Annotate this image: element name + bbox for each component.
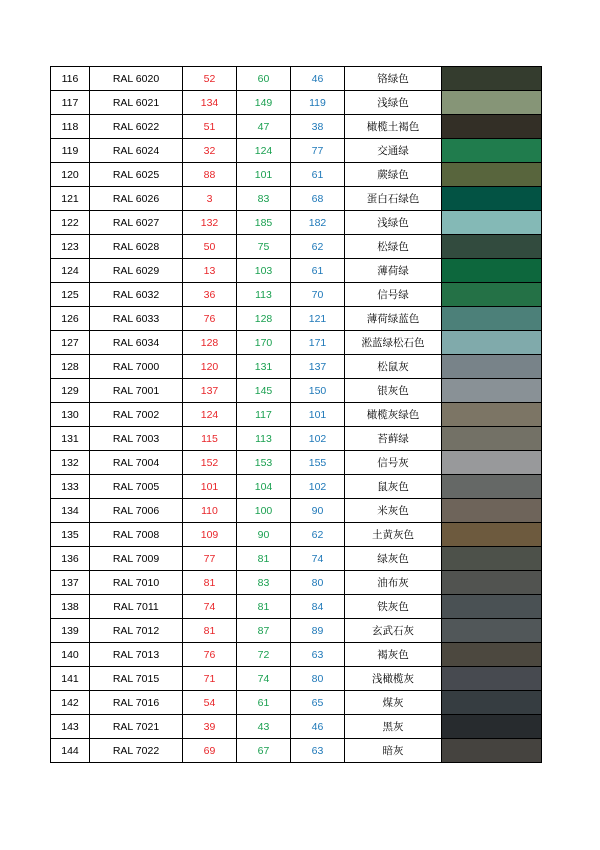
blue-value: 61 (291, 259, 345, 283)
color-swatch (442, 451, 542, 475)
table-row (51, 475, 542, 499)
green-value: 128 (237, 307, 291, 331)
row-index: 131 (51, 427, 90, 451)
green-value: 145 (237, 379, 291, 403)
row-index: 129 (51, 379, 90, 403)
color-name: 黑灰 (345, 715, 442, 739)
row-index: 118 (51, 115, 90, 139)
color-name: 玄武石灰 (345, 619, 442, 643)
red-value: 132 (183, 211, 237, 235)
green-value: 87 (237, 619, 291, 643)
color-name: 铁灰色 (345, 595, 442, 619)
red-value: 76 (183, 643, 237, 667)
table-row (51, 331, 542, 355)
color-swatch (442, 475, 542, 499)
red-value: 137 (183, 379, 237, 403)
blue-value: 62 (291, 235, 345, 259)
blue-value: 84 (291, 595, 345, 619)
ral-code: RAL 7004 (90, 451, 183, 475)
color-name: 橄榄灰绿色 (345, 403, 442, 427)
row-index: 140 (51, 643, 90, 667)
row-index: 136 (51, 547, 90, 571)
color-swatch (442, 211, 542, 235)
color-swatch (442, 595, 542, 619)
ral-code: RAL 6020 (90, 67, 183, 91)
blue-value: 102 (291, 475, 345, 499)
table-row (51, 307, 542, 331)
row-index: 133 (51, 475, 90, 499)
row-index: 130 (51, 403, 90, 427)
blue-value: 70 (291, 283, 345, 307)
color-name: 暗灰 (345, 739, 442, 763)
green-value: 101 (237, 163, 291, 187)
color-swatch (442, 739, 542, 763)
color-name: 橄榄土褐色 (345, 115, 442, 139)
color-swatch (442, 259, 542, 283)
color-swatch (442, 691, 542, 715)
color-swatch (442, 499, 542, 523)
ral-code: RAL 6028 (90, 235, 183, 259)
table-row (51, 739, 542, 763)
red-value: 69 (183, 739, 237, 763)
color-swatch (442, 355, 542, 379)
green-value: 124 (237, 139, 291, 163)
red-value: 71 (183, 667, 237, 691)
color-swatch (442, 187, 542, 211)
color-swatch (442, 67, 542, 91)
color-name: 米灰色 (345, 499, 442, 523)
green-value: 170 (237, 331, 291, 355)
row-index: 121 (51, 187, 90, 211)
green-value: 83 (237, 571, 291, 595)
blue-value: 90 (291, 499, 345, 523)
table-row (51, 235, 542, 259)
blue-value: 46 (291, 67, 345, 91)
row-index: 143 (51, 715, 90, 739)
row-index: 144 (51, 739, 90, 763)
color-name: 松绿色 (345, 235, 442, 259)
color-name: 铬绿色 (345, 67, 442, 91)
green-value: 113 (237, 283, 291, 307)
color-name: 油布灰 (345, 571, 442, 595)
color-name: 交通绿 (345, 139, 442, 163)
color-swatch (442, 307, 542, 331)
green-value: 83 (237, 187, 291, 211)
row-index: 132 (51, 451, 90, 475)
green-value: 131 (237, 355, 291, 379)
color-name: 松鼠灰 (345, 355, 442, 379)
red-value: 50 (183, 235, 237, 259)
ral-code: RAL 7015 (90, 667, 183, 691)
color-swatch (442, 667, 542, 691)
color-name: 煤灰 (345, 691, 442, 715)
table-row (51, 211, 542, 235)
green-value: 81 (237, 547, 291, 571)
ral-code: RAL 7009 (90, 547, 183, 571)
table-row (51, 619, 542, 643)
table-row (51, 451, 542, 475)
ral-code: RAL 6025 (90, 163, 183, 187)
color-swatch (442, 163, 542, 187)
green-value: 72 (237, 643, 291, 667)
ral-code: RAL 7011 (90, 595, 183, 619)
green-value: 185 (237, 211, 291, 235)
green-value: 117 (237, 403, 291, 427)
blue-value: 80 (291, 571, 345, 595)
ral-code: RAL 7002 (90, 403, 183, 427)
color-swatch (442, 571, 542, 595)
color-name: 浅橄榄灰 (345, 667, 442, 691)
ral-code: RAL 6024 (90, 139, 183, 163)
ral-code: RAL 6032 (90, 283, 183, 307)
row-index: 128 (51, 355, 90, 379)
blue-value: 137 (291, 355, 345, 379)
color-name: 薄荷绿蓝色 (345, 307, 442, 331)
table-row (51, 427, 542, 451)
color-swatch (442, 547, 542, 571)
blue-value: 101 (291, 403, 345, 427)
row-index: 120 (51, 163, 90, 187)
row-index: 123 (51, 235, 90, 259)
blue-value: 74 (291, 547, 345, 571)
ral-code: RAL 6033 (90, 307, 183, 331)
red-value: 120 (183, 355, 237, 379)
color-swatch (442, 619, 542, 643)
green-value: 74 (237, 667, 291, 691)
color-name: 绿灰色 (345, 547, 442, 571)
red-value: 54 (183, 691, 237, 715)
color-swatch (442, 403, 542, 427)
row-index: 141 (51, 667, 90, 691)
green-value: 67 (237, 739, 291, 763)
red-value: 124 (183, 403, 237, 427)
blue-value: 46 (291, 715, 345, 739)
blue-value: 65 (291, 691, 345, 715)
color-swatch (442, 427, 542, 451)
table-row (51, 667, 542, 691)
color-name: 蛋白石绿色 (345, 187, 442, 211)
red-value: 152 (183, 451, 237, 475)
ral-code: RAL 7012 (90, 619, 183, 643)
red-value: 81 (183, 571, 237, 595)
color-name: 苔藓绿 (345, 427, 442, 451)
row-index: 116 (51, 67, 90, 91)
red-value: 51 (183, 115, 237, 139)
color-name: 浅绿色 (345, 91, 442, 115)
ral-code: RAL 7022 (90, 739, 183, 763)
color-name: 褐灰色 (345, 643, 442, 667)
row-index: 124 (51, 259, 90, 283)
red-value: 3 (183, 187, 237, 211)
color-name: 信号绿 (345, 283, 442, 307)
ral-code: RAL 6026 (90, 187, 183, 211)
color-name: 浅绿色 (345, 211, 442, 235)
table-row (51, 283, 542, 307)
color-swatch (442, 283, 542, 307)
color-name: 鼠灰色 (345, 475, 442, 499)
ral-code: RAL 7003 (90, 427, 183, 451)
ral-code: RAL 7021 (90, 715, 183, 739)
red-value: 88 (183, 163, 237, 187)
red-value: 109 (183, 523, 237, 547)
color-name: 银灰色 (345, 379, 442, 403)
table-row (51, 91, 542, 115)
color-swatch (442, 115, 542, 139)
green-value: 103 (237, 259, 291, 283)
red-value: 13 (183, 259, 237, 283)
table-row (51, 187, 542, 211)
green-value: 104 (237, 475, 291, 499)
ral-code: RAL 7013 (90, 643, 183, 667)
row-index: 126 (51, 307, 90, 331)
blue-value: 150 (291, 379, 345, 403)
table-row (51, 571, 542, 595)
color-name: 信号灰 (345, 451, 442, 475)
color-name: 土黄灰色 (345, 523, 442, 547)
color-swatch (442, 523, 542, 547)
color-swatch (442, 643, 542, 667)
table-row (51, 355, 542, 379)
ral-code: RAL 7001 (90, 379, 183, 403)
blue-value: 121 (291, 307, 345, 331)
ral-code: RAL 7006 (90, 499, 183, 523)
red-value: 32 (183, 139, 237, 163)
color-name: 淞蓝绿松石色 (345, 331, 442, 355)
row-index: 138 (51, 595, 90, 619)
table-row (51, 139, 542, 163)
table-row (51, 115, 542, 139)
row-index: 139 (51, 619, 90, 643)
table-row (51, 67, 542, 91)
blue-value: 62 (291, 523, 345, 547)
blue-value: 68 (291, 187, 345, 211)
green-value: 81 (237, 595, 291, 619)
table-row (51, 643, 542, 667)
blue-value: 63 (291, 739, 345, 763)
red-value: 115 (183, 427, 237, 451)
table-row (51, 523, 542, 547)
red-value: 110 (183, 499, 237, 523)
color-swatch (442, 715, 542, 739)
table-row (51, 715, 542, 739)
red-value: 128 (183, 331, 237, 355)
green-value: 153 (237, 451, 291, 475)
ral-code: RAL 7008 (90, 523, 183, 547)
ral-table-body (51, 67, 542, 763)
color-name: 蕨绿色 (345, 163, 442, 187)
row-index: 127 (51, 331, 90, 355)
red-value: 76 (183, 307, 237, 331)
blue-value: 80 (291, 667, 345, 691)
ral-code: RAL 6021 (90, 91, 183, 115)
row-index: 122 (51, 211, 90, 235)
color-swatch (442, 91, 542, 115)
red-value: 52 (183, 67, 237, 91)
table-row (51, 691, 542, 715)
ral-code: RAL 7000 (90, 355, 183, 379)
ral-code: RAL 6022 (90, 115, 183, 139)
green-value: 90 (237, 523, 291, 547)
row-index: 119 (51, 139, 90, 163)
red-value: 101 (183, 475, 237, 499)
color-swatch (442, 379, 542, 403)
ral-color-table (50, 66, 542, 763)
blue-value: 63 (291, 643, 345, 667)
green-value: 61 (237, 691, 291, 715)
green-value: 75 (237, 235, 291, 259)
red-value: 74 (183, 595, 237, 619)
ral-code: RAL 6034 (90, 331, 183, 355)
ral-code: RAL 7005 (90, 475, 183, 499)
green-value: 43 (237, 715, 291, 739)
ral-code: RAL 6029 (90, 259, 183, 283)
row-index: 135 (51, 523, 90, 547)
row-index: 142 (51, 691, 90, 715)
green-value: 60 (237, 67, 291, 91)
row-index: 117 (51, 91, 90, 115)
green-value: 100 (237, 499, 291, 523)
ral-code: RAL 7010 (90, 571, 183, 595)
ral-code: RAL 6027 (90, 211, 183, 235)
red-value: 81 (183, 619, 237, 643)
ral-code: RAL 7016 (90, 691, 183, 715)
blue-value: 38 (291, 115, 345, 139)
green-value: 149 (237, 91, 291, 115)
blue-value: 119 (291, 91, 345, 115)
row-index: 137 (51, 571, 90, 595)
table-row (51, 547, 542, 571)
row-index: 134 (51, 499, 90, 523)
table-row (51, 379, 542, 403)
row-index: 125 (51, 283, 90, 307)
color-swatch (442, 235, 542, 259)
color-name: 薄荷绿 (345, 259, 442, 283)
table-row (51, 595, 542, 619)
blue-value: 77 (291, 139, 345, 163)
blue-value: 171 (291, 331, 345, 355)
blue-value: 89 (291, 619, 345, 643)
blue-value: 155 (291, 451, 345, 475)
red-value: 39 (183, 715, 237, 739)
green-value: 113 (237, 427, 291, 451)
blue-value: 182 (291, 211, 345, 235)
table-row (51, 259, 542, 283)
red-value: 77 (183, 547, 237, 571)
green-value: 47 (237, 115, 291, 139)
color-swatch (442, 139, 542, 163)
blue-value: 102 (291, 427, 345, 451)
table-row (51, 499, 542, 523)
table-row (51, 163, 542, 187)
blue-value: 61 (291, 163, 345, 187)
red-value: 36 (183, 283, 237, 307)
red-value: 134 (183, 91, 237, 115)
table-row (51, 403, 542, 427)
color-swatch (442, 331, 542, 355)
